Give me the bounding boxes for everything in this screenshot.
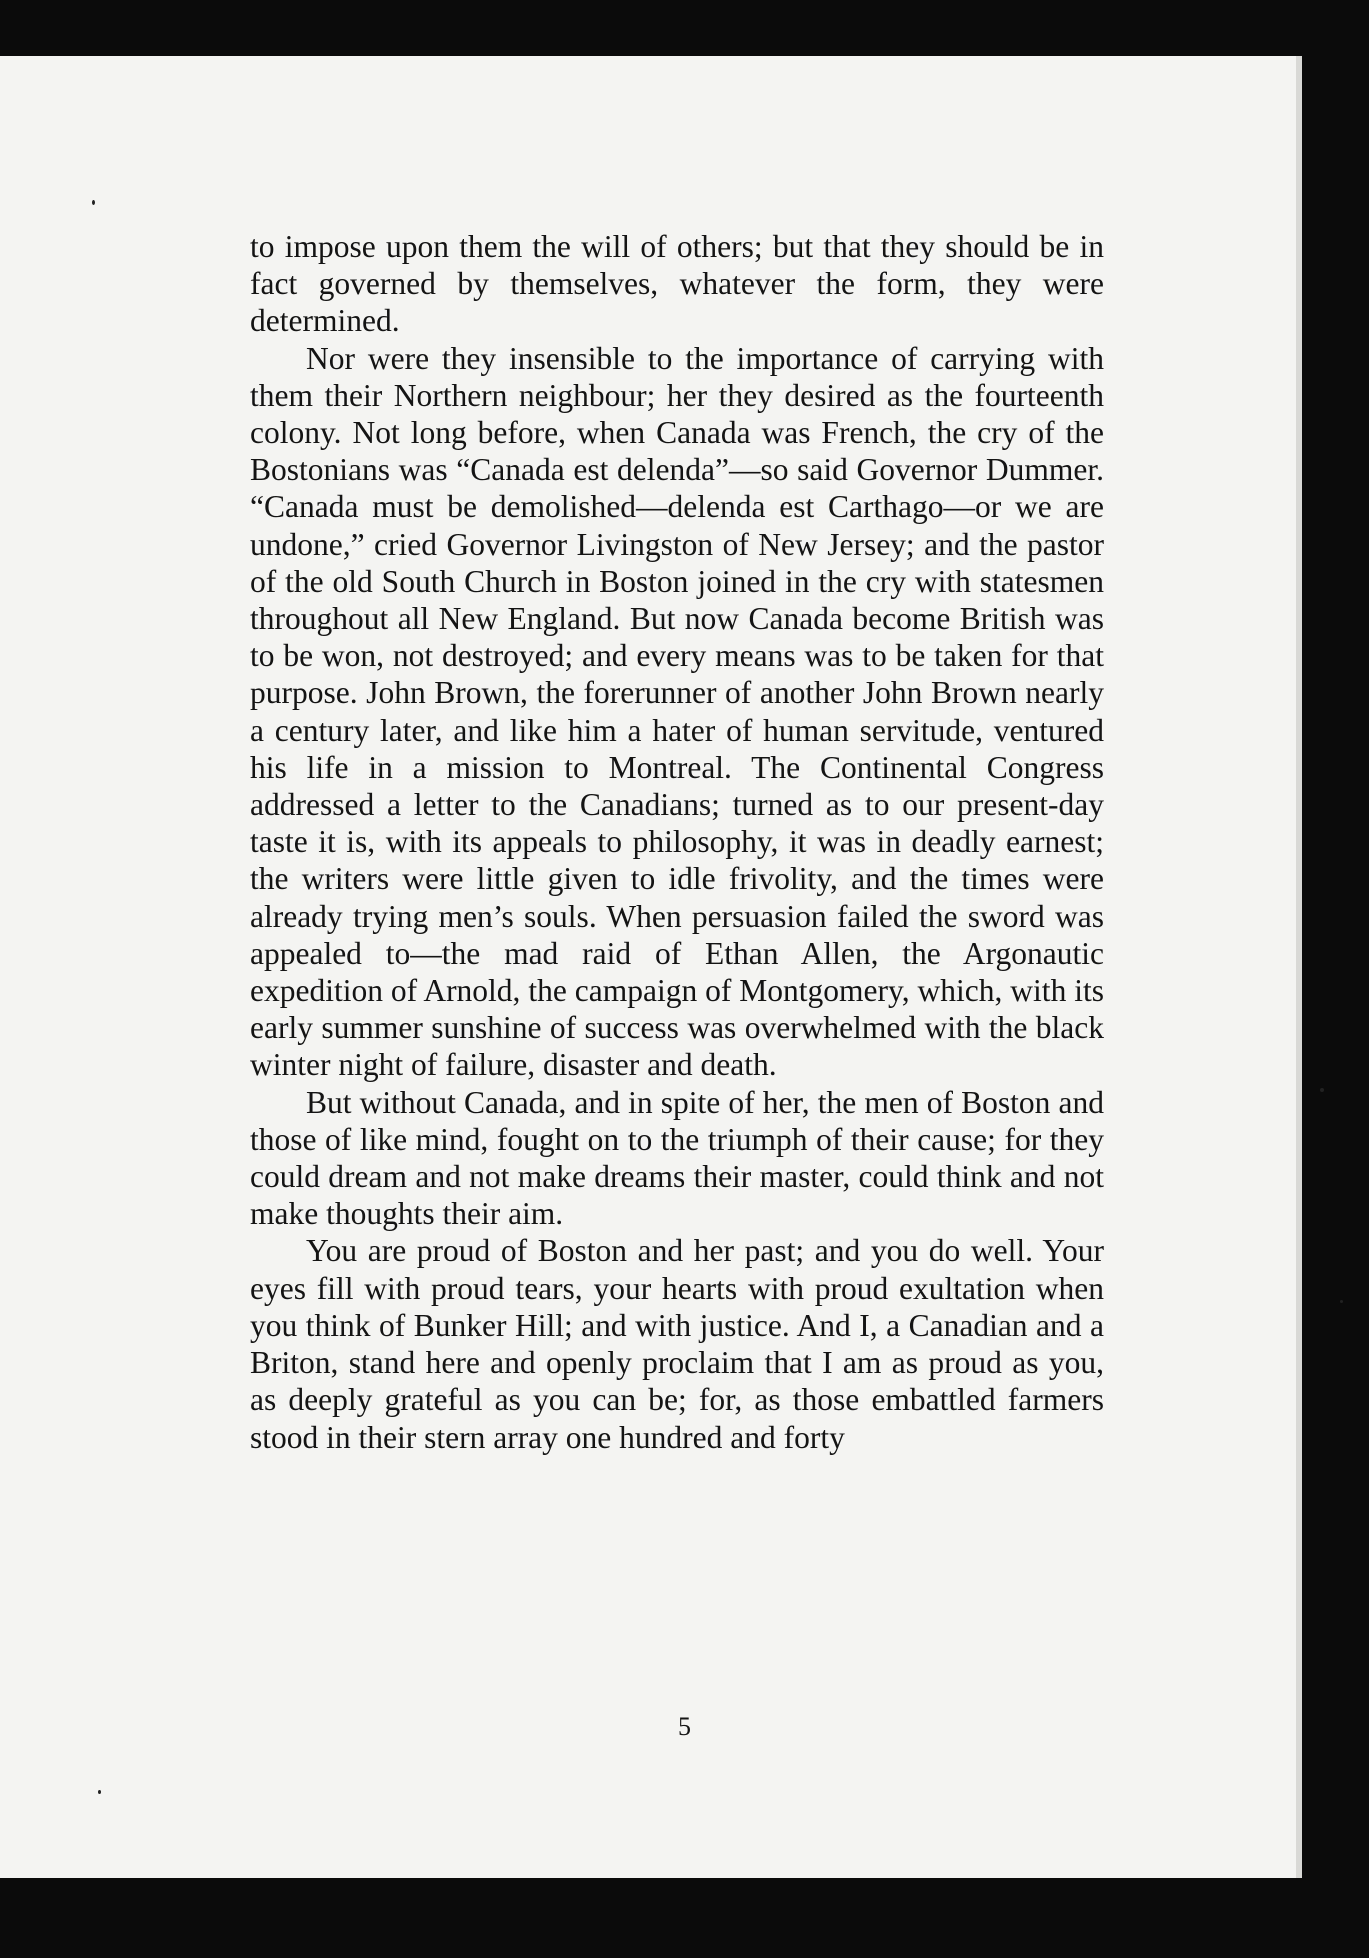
body-text xyxy=(250,228,1104,1456)
paragraph-proud-of-boston: You are proud of Boston and her past; and you do well. Your eyes fill with proud tears, your hearts with proud exultation when you think of Bunker Hill; and with justice. And I, a Canadian and a Briton, stand here and openly proclaim that I am as proud as you, as deeply grateful as you can be; for, as those embattled farmers stood in their stern array one hundred and forty xyxy=(250,1233,1104,1455)
paragraph-northern-neighbour: Nor were they insensible to the importance of carrying with them their Northern neighbour; her they desired as the fourteenth colony. Not long before, when Canada was French, the cry of the Bostonians was “Canada est delenda”—so said Governor Dummer. “Canada must be demolished—delenda est Carthago—or we are undone,” cried Governor Livingston of New Jersey; and the pastor of the old South Church in Boston joined in the cry with statesmen throughout all New England. But now Canada become British was to be won, not destroyed; and every means was to be taken for that purpose. John Brown, the forerunner of another John Brown nearly a century later, and like him a hater of human servitude, ventured his life in a mission to Montreal. The Continental Congress addressed a letter to the Canadians; turned as to our present-day taste it is, with its appeals to philosophy, it was in deadly earnest; the writers were little given to idle frivolity, and the times were already trying men’s souls. When persuasion failed the sword was appealed to—the mad raid of Ethan Allen, the Argonautic expedition of Arnold, the campaign of Montgomery, which, with its early summer sunshine of success was overwhelmed with the black winter night of failure, disaster and death. xyxy=(250,340,1104,1083)
paper-edge xyxy=(1296,56,1302,1878)
paragraph-continuation: to impose upon them the will of others; but that they should be in fact governed by themselves, whatever the form, they were determined. xyxy=(250,229,1104,339)
page-number: 5 xyxy=(678,1712,691,1741)
paragraph-without-canada: But without Canada, and in spite of her, the men of Boston and those of like mind, fought on to the triumph of their cause; for they could dream and not make dreams their master, could think and not make thoughts their aim. xyxy=(250,1084,1104,1232)
